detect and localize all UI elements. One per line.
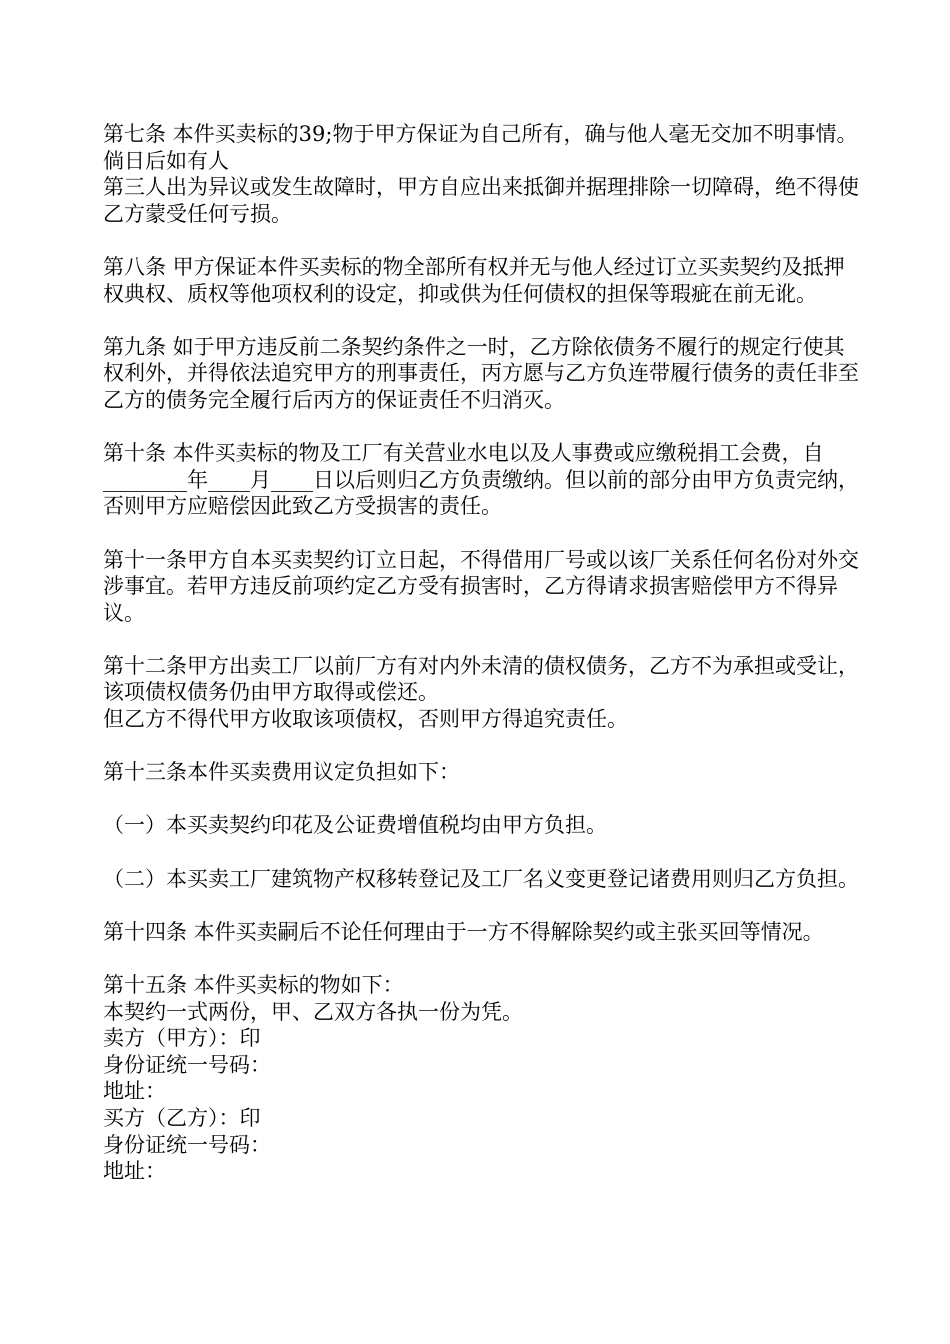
article-11: 第十一条甲方自本买卖契约订立日起，不得借用厂号或以该厂关系任何名份对外交涉事宜。若甲方违反前项约定乙方受有损害时，乙方得请求损害赔偿甲方不得异议。 bbox=[103, 547, 859, 625]
article-9: 第九条 如于甲方违反前二条契约条件之一时，乙方除依债务不履行的规定行使其权利外，并得依法追究甲方的刑事责任，丙方愿与乙方负连带履行债务的责任非至乙方的债务完全履行后丙方的保证责任不归消灭。 bbox=[103, 334, 859, 412]
article-7: 第七条 本件买卖标的39;物于甲方保证为自己所有，确与他人毫无交加不明事情。 倘日后如有人 第三人出为异议或发生故障时，甲方自应出来抵御并据理排除一切障碍，绝不得使乙方蒙受任何亏损。 bbox=[103, 122, 859, 226]
article-8: 第八条 甲方保证本件买卖标的物全部所有权并无与他人经过订立买卖契约及抵押权典权、质权等他项权利的设定，抑或供为任何债权的担保等瑕疵在前无讹。 bbox=[103, 254, 845, 306]
article-13-item-2: （二）本买卖工厂建筑物产权移转登记及工厂名义变更登记诸费用则归乙方负担。 bbox=[103, 866, 859, 891]
document-page bbox=[103, 121, 863, 1185]
article-15-signature-block: 第十五条 本件买卖标的物如下： 本契约一式两份，甲、乙双方各执一份为凭。 卖方（甲方）：印 身份证统一号码： 地址： 买方（乙方）：印 身份证统一号码： 地址： bbox=[103, 973, 523, 1184]
article-12: 第十二条甲方出卖工厂以前厂方有对内外未清的债权债务，乙方不为承担或受让，该项债权债务仍由甲方取得或偿还。 但乙方不得代甲方收取该项债权，否则甲方得追究责任。 bbox=[103, 653, 859, 732]
article-14: 第十四条 本件买卖嗣后不论任何理由于一方不得解除契约或主张买回等情况。 bbox=[103, 919, 824, 944]
article-13: 第十三条本件买卖费用议定负担如下： bbox=[103, 760, 460, 785]
article-13-item-1: （一）本买卖契约印花及公证费增值税均由甲方负担。 bbox=[103, 813, 607, 838]
article-10: 第十条 本件买卖标的物及工厂有关营业水电以及人事费或应缴税捐工会费，自________年____月____日以后则归乙方负责缴纳。但以前的部分由甲方负责完纳，否则甲方应赔偿因此致乙方受损害的责任。 bbox=[103, 441, 859, 519]
